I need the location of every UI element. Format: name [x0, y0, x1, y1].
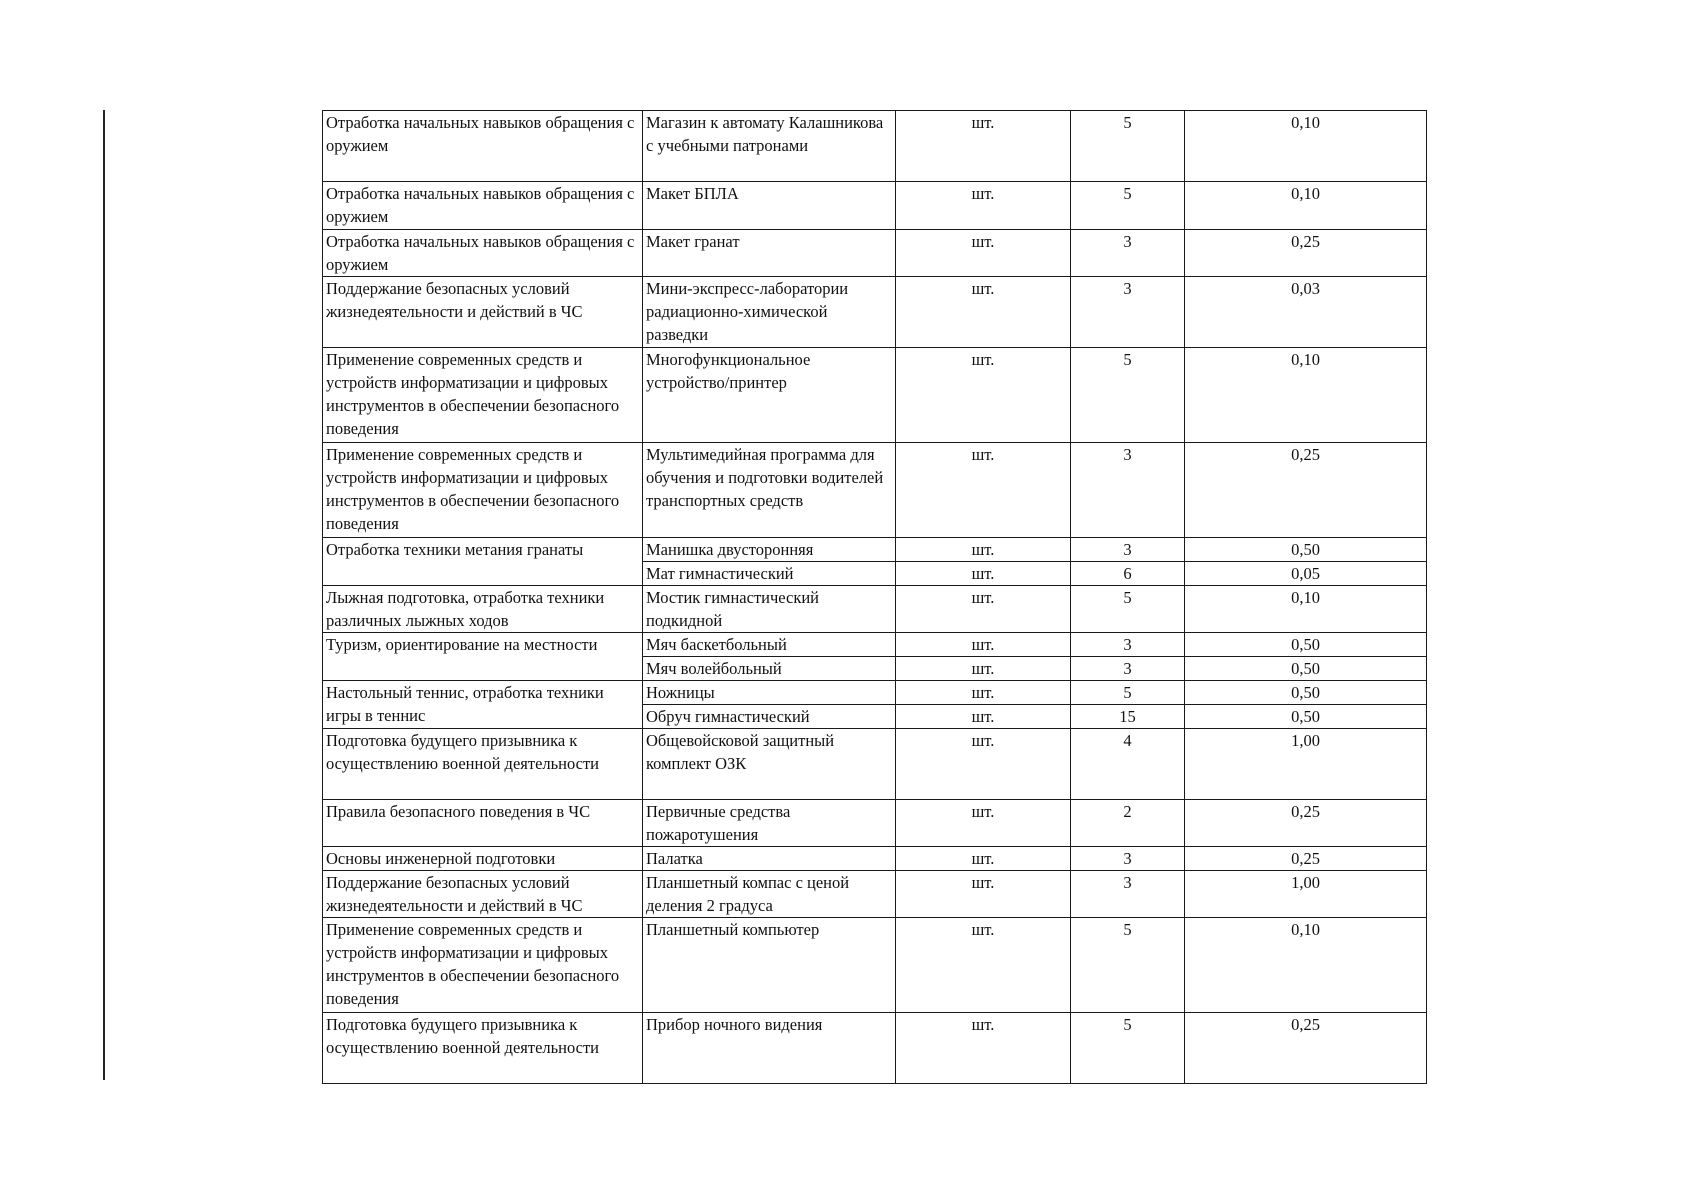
table-row: [323, 348, 1427, 443]
unit-cell: шт.: [896, 182, 1071, 230]
topic-cell: Поддержание безопасных условий жизнедеятельности и действий в ЧС: [323, 871, 643, 918]
service-life-cell: 0,25: [1185, 1013, 1427, 1084]
page-margin-line: [103, 110, 105, 1080]
service-life-cell: 0,05: [1185, 562, 1427, 586]
quantity-cell: 5: [1071, 111, 1185, 182]
topic-cell: Применение современных средств и устройств информатизации и цифровых инструментов в обеспечении безопасного поведения: [323, 918, 643, 1013]
table-row: [323, 538, 1427, 562]
service-life-cell: 1,00: [1185, 871, 1427, 918]
unit-cell: шт.: [896, 918, 1071, 1013]
unit-cell: шт.: [896, 562, 1071, 586]
item-cell: Мат гимнастический: [643, 562, 896, 586]
unit-cell: шт.: [896, 538, 1071, 562]
quantity-cell: 5: [1071, 681, 1185, 705]
item-cell: Многофункциональное устройство/принтер: [643, 348, 896, 443]
unit-cell: шт.: [896, 348, 1071, 443]
unit-cell: шт.: [896, 443, 1071, 538]
item-cell: Палатка: [643, 847, 896, 871]
quantity-cell: 3: [1071, 538, 1185, 562]
service-life-cell: 0,25: [1185, 800, 1427, 847]
quantity-cell: 6: [1071, 562, 1185, 586]
table-row: [323, 847, 1427, 871]
item-cell: Мяч волейбольный: [643, 657, 896, 681]
item-cell: Магазин к автомату Калашникова с учебными патронами: [643, 111, 896, 182]
topic-cell: Лыжная подготовка, отработка техники различных лыжных ходов: [323, 586, 643, 633]
service-life-cell: 0,50: [1185, 681, 1427, 705]
quantity-cell: 4: [1071, 729, 1185, 800]
topic-cell: Подготовка будущего призывника к осуществлению военной деятельности: [323, 729, 643, 800]
item-cell: Макет БПЛА: [643, 182, 896, 230]
table-row: [323, 681, 1427, 705]
topic-cell: Отработка начальных навыков обращения с оружием: [323, 111, 643, 182]
table-row: [323, 1013, 1427, 1084]
quantity-cell: 3: [1071, 277, 1185, 348]
table-row: [323, 111, 1427, 182]
quantity-cell: 3: [1071, 847, 1185, 871]
item-cell: Общевойсковой защитный комплект ОЗК: [643, 729, 896, 800]
topic-cell: Настольный теннис, отработка техники игры в теннис: [323, 681, 643, 729]
item-cell: Ножницы: [643, 681, 896, 705]
table-row: [323, 277, 1427, 348]
topic-cell: Отработка начальных навыков обращения с оружием: [323, 182, 643, 230]
item-cell: Мультимедийная программа для обучения и подготовки водителей транспортных средств: [643, 443, 896, 538]
unit-cell: шт.: [896, 1013, 1071, 1084]
service-life-cell: 0,50: [1185, 657, 1427, 681]
quantity-cell: 3: [1071, 443, 1185, 538]
topic-cell: Правила безопасного поведения в ЧС: [323, 800, 643, 847]
quantity-cell: 5: [1071, 348, 1185, 443]
topic-cell: Применение современных средств и устройств информатизации и цифровых инструментов в обеспечении безопасного поведения: [323, 348, 643, 443]
unit-cell: шт.: [896, 111, 1071, 182]
item-cell: Манишка двусторонняя: [643, 538, 896, 562]
equipment-table: [322, 110, 1427, 1084]
service-life-cell: 0,10: [1185, 348, 1427, 443]
service-life-cell: 0,50: [1185, 538, 1427, 562]
service-life-cell: 0,25: [1185, 443, 1427, 538]
unit-cell: шт.: [896, 230, 1071, 277]
table-row: [323, 586, 1427, 633]
item-cell: Прибор ночного видения: [643, 1013, 896, 1084]
table-row: [323, 729, 1427, 800]
item-cell: Планшетный компьютер: [643, 918, 896, 1013]
service-life-cell: 0,03: [1185, 277, 1427, 348]
quantity-cell: 5: [1071, 586, 1185, 633]
topic-cell: Отработка техники метания гранаты: [323, 538, 643, 586]
table-row: [323, 871, 1427, 918]
quantity-cell: 15: [1071, 705, 1185, 729]
service-life-cell: 0,25: [1185, 230, 1427, 277]
topic-cell: Основы инженерной подготовки: [323, 847, 643, 871]
quantity-cell: 3: [1071, 633, 1185, 657]
service-life-cell: 0,50: [1185, 705, 1427, 729]
service-life-cell: 0,10: [1185, 111, 1427, 182]
quantity-cell: 3: [1071, 871, 1185, 918]
unit-cell: шт.: [896, 800, 1071, 847]
unit-cell: шт.: [896, 657, 1071, 681]
item-cell: Мини-экспресс-лаборатории радиационно-химической разведки: [643, 277, 896, 348]
service-life-cell: 1,00: [1185, 729, 1427, 800]
unit-cell: шт.: [896, 705, 1071, 729]
topic-cell: Туризм, ориентирование на местности: [323, 633, 643, 681]
table-row: [323, 800, 1427, 847]
topic-cell: Применение современных средств и устройств информатизации и цифровых инструментов в обеспечении безопасного поведения: [323, 443, 643, 538]
table-row: [323, 443, 1427, 538]
service-life-cell: 0,10: [1185, 586, 1427, 633]
item-cell: Мяч баскетбольный: [643, 633, 896, 657]
quantity-cell: 3: [1071, 230, 1185, 277]
quantity-cell: 5: [1071, 1013, 1185, 1084]
unit-cell: шт.: [896, 277, 1071, 348]
quantity-cell: 5: [1071, 918, 1185, 1013]
item-cell: Первичные средства пожаротушения: [643, 800, 896, 847]
unit-cell: шт.: [896, 729, 1071, 800]
topic-cell: Подготовка будущего призывника к осуществлению военной деятельности: [323, 1013, 643, 1084]
unit-cell: шт.: [896, 847, 1071, 871]
table-row: [323, 182, 1427, 230]
unit-cell: шт.: [896, 681, 1071, 705]
unit-cell: шт.: [896, 871, 1071, 918]
table-row: [323, 230, 1427, 277]
item-cell: Мостик гимнастический подкидной: [643, 586, 896, 633]
item-cell: Макет гранат: [643, 230, 896, 277]
service-life-cell: 0,10: [1185, 182, 1427, 230]
unit-cell: шт.: [896, 586, 1071, 633]
table-row: [323, 633, 1427, 657]
table-row: [323, 918, 1427, 1013]
service-life-cell: 0,25: [1185, 847, 1427, 871]
item-cell: Обруч гимнастический: [643, 705, 896, 729]
service-life-cell: 0,10: [1185, 918, 1427, 1013]
item-cell: Планшетный компас с ценой деления 2 градуса: [643, 871, 896, 918]
topic-cell: Отработка начальных навыков обращения с оружием: [323, 230, 643, 277]
quantity-cell: 2: [1071, 800, 1185, 847]
unit-cell: шт.: [896, 633, 1071, 657]
topic-cell: Поддержание безопасных условий жизнедеятельности и действий в ЧС: [323, 277, 643, 348]
quantity-cell: 5: [1071, 182, 1185, 230]
service-life-cell: 0,50: [1185, 633, 1427, 657]
quantity-cell: 3: [1071, 657, 1185, 681]
